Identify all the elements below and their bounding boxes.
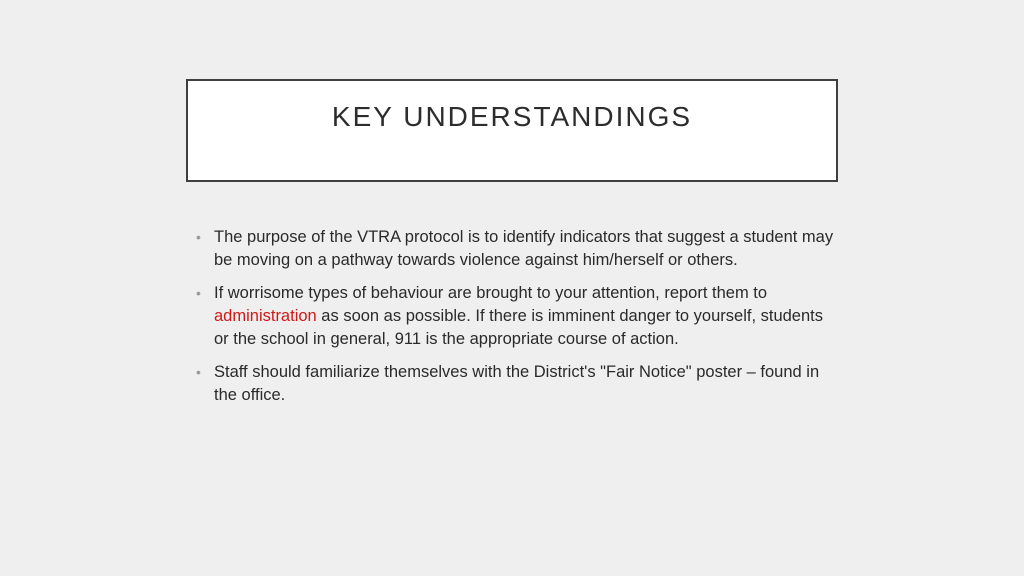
- bullet-list: [196, 226, 836, 407]
- bullet-item-3: [196, 361, 836, 407]
- bullet-text-2-post: as soon as possible. If there is imminent danger to yourself, students or the school in general, 911 is the appropriate course of action.: [214, 307, 823, 348]
- bullet-text-1: The purpose of the VTRA protocol is to identify indicators that suggest a student may be moving on a pathway towards violence against him/herself or others.: [214, 228, 834, 269]
- slide-title: KEY UNDERSTANDINGS: [331, 101, 693, 132]
- bullet-icon: •: [196, 364, 201, 380]
- bullet-icon: •: [196, 229, 201, 245]
- title-box: [186, 79, 838, 182]
- administration-highlight: administration: [214, 307, 317, 325]
- bullet-item-1: [196, 226, 836, 272]
- bullet-icon: •: [196, 285, 201, 301]
- bullet-item-2: [196, 282, 836, 351]
- bullet-text-2-pre: If worrisome types of behaviour are brought to your attention, report them to: [214, 284, 768, 302]
- bullet-text-3: Staff should familiarize themselves with the District's "Fair Notice" poster – found in the office.: [214, 363, 820, 404]
- slide-content: [196, 226, 836, 417]
